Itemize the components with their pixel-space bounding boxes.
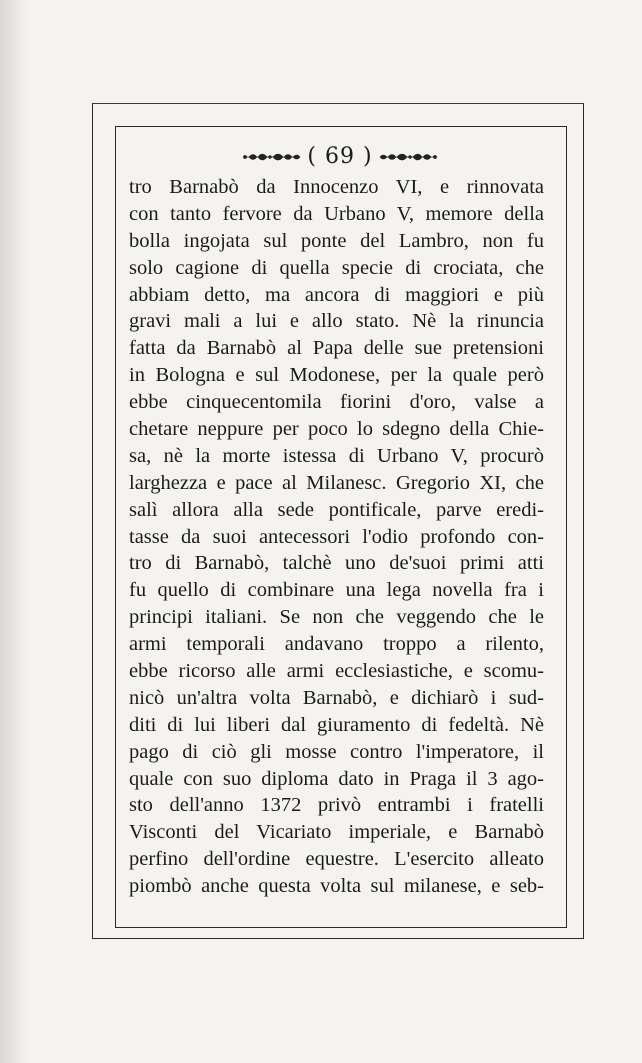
text-line: quale con suo diploma dato in Praga il 3 ago- bbox=[129, 767, 544, 790]
text-line: armi temporali andavano troppo a rilento, bbox=[129, 633, 544, 656]
page-spine-shadow bbox=[0, 0, 30, 1063]
page-number-wrapper bbox=[307, 146, 372, 168]
page-number-close-paren: ) bbox=[363, 144, 373, 169]
body-text bbox=[129, 174, 544, 900]
text-line: chetare neppure per poco lo sdegno della Chie- bbox=[129, 418, 544, 441]
right-ornament-icon bbox=[379, 150, 439, 164]
text-line: tro di Barnabò, talchè uno de'suoi primi atti bbox=[129, 552, 544, 575]
text-line: fu quello di combinare una lega novella fra i bbox=[129, 579, 544, 602]
text-line: perfino dell'ordine equestre. L'esercito alleato bbox=[129, 848, 544, 871]
page-number-open-paren: ( bbox=[307, 144, 317, 169]
text-line: sa, nè la morte istessa di Urbano V, procurò bbox=[129, 444, 544, 467]
text-line: bolla ingojata sul ponte del Lambro, non fu bbox=[129, 229, 544, 252]
text-line: ebbe cinquecentomila fiorini d'oro, valse a bbox=[129, 391, 544, 414]
text-line: larghezza e pace al Milanesc. Gregorio XI, che bbox=[129, 471, 544, 494]
page-number: 69 bbox=[325, 144, 355, 169]
text-line: tasse da suoi antecessori l'odio profondo con- bbox=[129, 525, 544, 548]
text-line: fatta da Barnabò al Papa delle sue pretensioni bbox=[129, 337, 544, 360]
text-line: in Bologna e sul Modonese, per la quale però bbox=[129, 364, 544, 387]
text-line: solo cagione di quella specie di crociata, che bbox=[129, 256, 544, 279]
page-header bbox=[115, 139, 565, 175]
text-line: Visconti del Vicariato imperiale, e Barnabò bbox=[129, 821, 544, 844]
text-line: diti di lui liberi dal giuramento di fedeltà. Nè bbox=[129, 713, 544, 736]
text-line: nicò un'altra volta Barnabò, e dichiarò i sud- bbox=[129, 686, 544, 709]
text-line: ebbe ricorso alle armi ecclesiastiche, e scomu- bbox=[129, 660, 544, 683]
text-line: salì allora alla sede pontificale, parve eredi- bbox=[129, 498, 544, 521]
text-line: pago di ciò gli mosse contro l'imperatore, il bbox=[129, 740, 544, 763]
text-line: tro Barnabò da Innocenzo VI, e rinnovata bbox=[129, 176, 544, 198]
text-line: principi italiani. Se non che veggendo che le bbox=[129, 606, 544, 629]
text-line: piombò anche questa volta sul milanese, e seb- bbox=[129, 875, 544, 898]
text-line: gravi mali a lui e allo stato. Nè la rinuncia bbox=[129, 310, 544, 333]
left-ornament-icon bbox=[241, 150, 301, 164]
text-line: abbiam detto, ma ancora di maggiori e più bbox=[129, 283, 544, 306]
text-line: sto dell'anno 1372 privò entrambi i fratelli bbox=[129, 794, 544, 817]
text-line: con tanto fervore da Urbano V, memore della bbox=[129, 202, 544, 225]
